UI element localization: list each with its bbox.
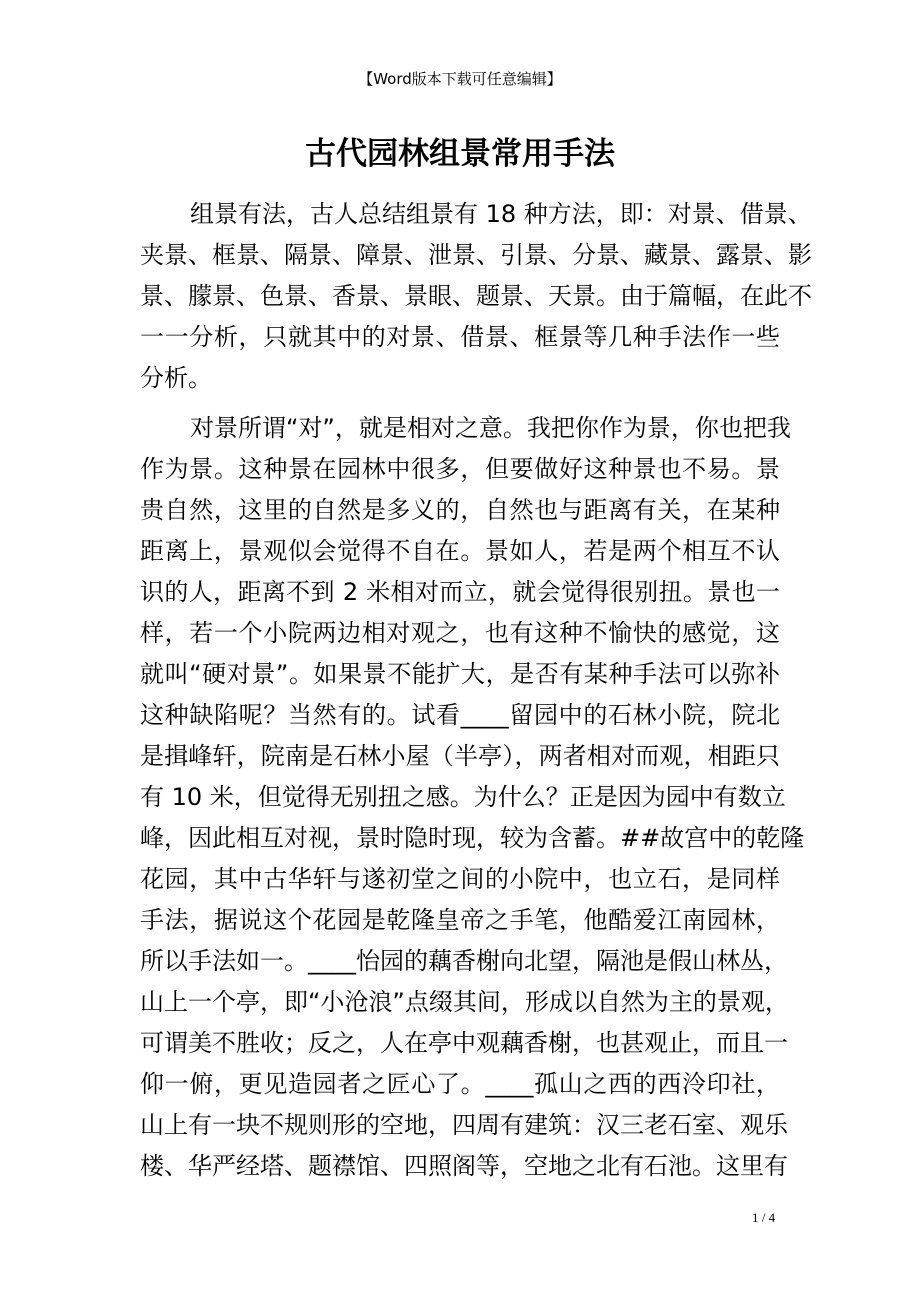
paragraph-1	[140, 194, 812, 399]
text-line: 有 10 米，但觉得无别扭之感。为什么？正是因为园中有数立	[140, 783, 786, 811]
text-line: 景、朦景、色景、香景、景眼、题景、天景。由于篇幅，在此不	[140, 282, 812, 310]
text-line: 仰一俯，更见造园者之匠心了。____孤山之西的西泠印社，	[140, 1070, 780, 1098]
text-line: 夹景、框景、隔景、障景、泄景、引景、分景、藏景、露景、影	[140, 241, 812, 269]
text-line: 山上一个亭，即“小沧浪”点缀其间，形成以自然为主的景观，	[140, 988, 789, 1016]
text-line: 识的人，距离不到 2 米相对而立，就会觉得很别扭。景也一	[140, 578, 780, 606]
text-line: 峰，因此相互对视，景时隐时现，较为含蓄。##故宫中的乾隆	[140, 824, 805, 852]
text-line: 样，若一个小院两边相对观之，也有这种不愉快的感觉，这	[140, 619, 780, 647]
text-line: 所以手法如一。____怡园的藕香榭向北望，隔池是假山林丛，	[140, 947, 788, 975]
text-line: 分析。	[140, 364, 212, 392]
text-line: 作为景。这种景在园林中很多，但要做好这种景也不易。景	[140, 455, 780, 483]
text-line: 对景所谓“对”，就是相对之意。我把你作为景，你也把我	[190, 414, 791, 442]
text-line: 楼、华严经塔、题襟馆、四照阁等，空地之北有石池。这里有	[140, 1152, 788, 1180]
page-header: 【Word版本下载可任意编辑】	[358, 70, 562, 88]
text-line: 这种缺陷呢？当然有的。试看____留园中的石林小院，院北	[140, 701, 780, 729]
text-line: 山上有一块不规则形的空地，四周有建筑：汉三老石室、观乐	[140, 1111, 788, 1139]
text-line: 组景有法，古人总结组景有 18 种方法，即：对景、借景、	[190, 200, 812, 228]
text-line: 距离上，景观似会觉得不自在。景如人，若是两个相互不认	[140, 537, 780, 565]
text-line: 手法，据说这个花园是乾隆皇帝之手笔，他酷爱江南园林，	[140, 906, 780, 934]
paragraph-2	[140, 408, 805, 1187]
text-line: 一一分析，只就其中的对景、借景、框景等几种手法作一些	[140, 323, 780, 351]
document-title: 古代园林组景常用手法	[305, 136, 615, 172]
text-line: 就叫“硬对景”。如果景不能扩大，是否有某种手法可以弥补	[140, 660, 780, 688]
page-number: 1 / 4	[752, 1210, 776, 1225]
text-line: 贵自然，这里的自然是多义的，自然也与距离有关，在某种	[140, 496, 780, 524]
text-line: 花园，其中古华轩与遂初堂之间的小院中，也立石，是同样	[140, 865, 780, 893]
text-line: 可谓美不胜收；反之，人在亭中观藕香榭，也甚观止，而且一	[140, 1029, 788, 1057]
text-line: 是揖峰轩，院南是石林小屋（半亭），两者相对而观，相距只	[140, 742, 780, 770]
